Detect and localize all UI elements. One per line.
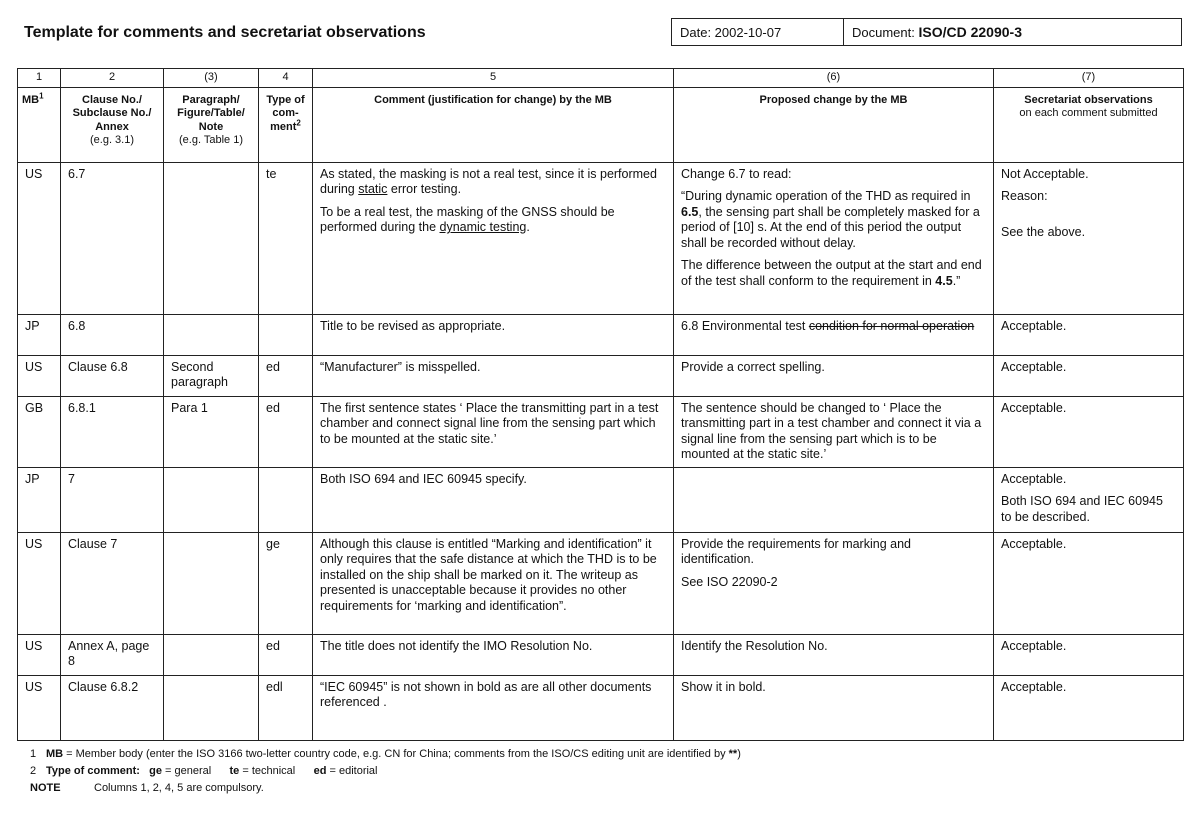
cell-comment: The title does not identify the IMO Resolution No. <box>313 634 674 675</box>
cell-mb: JP <box>18 314 61 355</box>
document-value: ISO/CD 22090-3 <box>918 24 1022 40</box>
cell-clause: Clause 6.8 <box>61 355 164 396</box>
cell-secretariat: Acceptable. <box>994 355 1184 396</box>
cell-type: edl <box>259 675 313 740</box>
cell-proposed: Provide a correct spelling. <box>674 355 994 396</box>
col-number: 5 <box>313 69 674 88</box>
cell-proposed: Identify the Resolution No. <box>674 634 994 675</box>
cell-secretariat: Acceptable. <box>994 675 1184 740</box>
header-type: Type of com- ment$^2$ <box>259 87 313 162</box>
document-label: Document: <box>852 25 919 40</box>
cell-mb: US <box>18 162 61 314</box>
comments-table <box>17 68 1184 741</box>
cell-clause: Clause 7 <box>61 532 164 634</box>
cell-mb: US <box>18 532 61 634</box>
cell-comment: “IEC 60945” is not shown in bold as are all other documents referenced . <box>313 675 674 740</box>
cell-comment: Title to be revised as appropriate. <box>313 314 674 355</box>
cell-proposed: Show it in bold. <box>674 675 994 740</box>
table-row <box>18 532 1184 634</box>
cell-paragraph: Second paragraph <box>164 355 259 396</box>
footnotes <box>30 746 741 797</box>
cell-clause: Clause 6.8.2 <box>61 675 164 740</box>
cell-mb: US <box>18 675 61 740</box>
table-row <box>18 162 1184 314</box>
cell-type: ge <box>259 532 313 634</box>
cell-paragraph <box>164 467 259 532</box>
cell-paragraph <box>164 675 259 740</box>
cell-comment: “Manufacturer” is misspelled. <box>313 355 674 396</box>
header-comment: Comment (justification for change) by the MB <box>313 87 674 162</box>
column-number-row <box>18 69 1184 88</box>
cell-comment: Although this clause is entitled “Marking and identification” it only requires that the safe distance at which the THD is to be installed on the ship shall be marked on it. The writeup as presented is unacceptable because it provides no other requirements for ‘marking and identification”. <box>313 532 674 634</box>
table-row <box>18 355 1184 396</box>
cell-secretariat: Acceptable. <box>994 396 1184 467</box>
column-header-row <box>18 87 1184 162</box>
cell-clause: 6.7 <box>61 162 164 314</box>
document-header-box <box>671 18 1182 46</box>
cell-comment: The first sentence states ‘ Place the transmitting part in a test chamber and connect signal line from the sensing part which to be mounted at the static site.’ <box>313 396 674 467</box>
col-number: (7) <box>994 69 1184 88</box>
table-row <box>18 467 1184 532</box>
header-mb: $MB^1$ <box>18 87 61 162</box>
cell-paragraph <box>164 162 259 314</box>
cell-type <box>259 467 313 532</box>
table-row <box>18 634 1184 675</box>
footnote-2: 2 Type of comment: ge = general te = technical ed = editorial <box>30 765 378 777</box>
cell-paragraph <box>164 532 259 634</box>
col-number: 2 <box>61 69 164 88</box>
cell-secretariat: Acceptable. <box>994 634 1184 675</box>
cell-paragraph <box>164 634 259 675</box>
col-number: 4 <box>259 69 313 88</box>
col-number: 1 <box>18 69 61 88</box>
cell-clause: Annex A, page 8 <box>61 634 164 675</box>
col-number: (3) <box>164 69 259 88</box>
cell-secretariat: Acceptable. <box>994 314 1184 355</box>
cell-proposed: Change 6.7 to read: “During dynamic operation of the THD as required in 6.5, the sensing part shall be completely masked for a period of [10] s. At the end of this period the output shall be recorded without delay. The difference between the output at the start and end of the test shall conform to the requirement in 4.5.” <box>674 162 994 314</box>
cell-clause: 6.8.1 <box>61 396 164 467</box>
cell-paragraph: Para 1 <box>164 396 259 467</box>
col-number: (6) <box>674 69 994 88</box>
cell-mb: US <box>18 634 61 675</box>
cell-secretariat: Acceptable. Both ISO 694 and IEC 60945 to be described. <box>994 467 1184 532</box>
cell-proposed <box>674 467 994 532</box>
note-line: NOTE Columns 1, 2, 4, 5 are compulsory. <box>30 782 264 794</box>
footnote-1: 1 MB = Member body (enter the ISO 3166 two-letter country code, e.g. CN for China; comments from the ISO/CS editing unit are identified by **) <box>30 748 741 760</box>
date-field: Date: 2002-10-07 <box>672 19 844 45</box>
cell-type: ed <box>259 634 313 675</box>
cell-comment: As stated, the masking is not a real test, since it is performed during static error testing. To be a real test, the masking of the GNSS should be performed during the dynamic testing. <box>313 162 674 314</box>
cell-proposed: Provide the requirements for marking and identification. See ISO 22090-2 <box>674 532 994 634</box>
cell-secretariat: Acceptable. <box>994 532 1184 634</box>
cell-proposed: 6.8 Environmental test condition for normal operation <box>674 314 994 355</box>
cell-secretariat: Not Acceptable. Reason: See the above. <box>994 162 1184 314</box>
table-row <box>18 675 1184 740</box>
cell-proposed: The sentence should be changed to ‘ Place the transmitting part in a test chamber and connect it via a signal line from the sensing part which is to be mounted at the static site.’ <box>674 396 994 467</box>
table-row <box>18 314 1184 355</box>
cell-type <box>259 314 313 355</box>
cell-mb: GB <box>18 396 61 467</box>
cell-paragraph <box>164 314 259 355</box>
cell-type: te <box>259 162 313 314</box>
header-clause: Clause No./ Subclause No./ Annex (e.g. 3.1) <box>61 87 164 162</box>
cell-mb: JP <box>18 467 61 532</box>
cell-mb: US <box>18 355 61 396</box>
document-field <box>844 19 1181 45</box>
cell-type: ed <box>259 355 313 396</box>
cell-comment: Both ISO 694 and IEC 60945 specify. <box>313 467 674 532</box>
header-secretariat: Secretariat observations on each comment submitted <box>994 87 1184 162</box>
cell-clause: 6.8 <box>61 314 164 355</box>
page-title: Template for comments and secretariat observations <box>24 24 426 41</box>
cell-clause: 7 <box>61 467 164 532</box>
header-proposed: Proposed change by the MB <box>674 87 994 162</box>
cell-type: ed <box>259 396 313 467</box>
header-paragraph: Paragraph/ Figure/Table/ Note (e.g. Table 1) <box>164 87 259 162</box>
table-row <box>18 396 1184 467</box>
